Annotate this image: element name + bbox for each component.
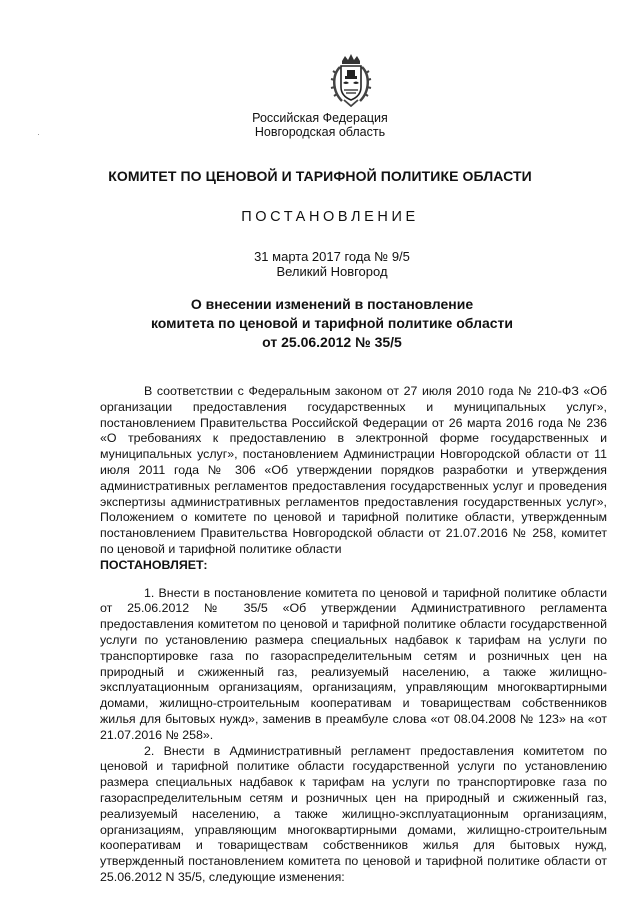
subject-line: от 25.06.2012 № 35/5 <box>262 334 402 350</box>
document-city: Великий Новгород <box>276 264 388 279</box>
document-body <box>100 384 607 886</box>
item-1-paragraph: 1. Внести в постановление комитета по ценовой и тарифной политике области от 25.06.2012 № 35/5 «Об утверждении Административного регламента предоставления комитетом по ценовой и тарифной политике области государственной услуги по установлению размера специальных надбавок к тарифам на услуги по транспортировке газа по газораспределительным сетям и розничных цен на природный и сжиженный газ, реализуемый населению, а также жилищно-эксплуатационным организациям, организациям, управляющим многоквартирными домами, жилищно-строительным кооперативам и товариществам собственников жилья для бытовых нужд», заменив в преамбуле слова «от 08.04.2008 № 123» на «от 21.07.2016 № 258». <box>100 585 607 742</box>
preamble-paragraph <box>100 384 607 574</box>
document-type: ПОСТАНОВЛЕНИЕ <box>241 209 419 225</box>
subject-line: О внесении изменений в постановление <box>190 296 474 312</box>
coat-of-arms-icon <box>328 53 374 107</box>
region-name: Новгородская область <box>254 125 386 139</box>
margin-mark: · <box>37 129 40 139</box>
country-name: Российская Федерация <box>252 111 388 125</box>
subject-line: комитета по ценовой и тарифной политике области <box>150 315 514 331</box>
preamble-text: В соответствии с Федеральным законом от 27 июля 2010 года № 210-ФЗ «Об организации предоставления государственных и муниципальных услуг», постановлением Правительства Российской Федерации от 26 марта 2016 года № 236 «О требованиях к предоставлению в электронной форме государственных и муниципальных услуг», постановлением Администрации Новгородской области от 11 июля 2011 года № 306 «Об утверждении порядков разработки и утверждения административных регламентов предоставления государственных услуг и проведения экспертизы административных регламентов предоставления государственных услуг», Положением о комитете по ценовой и тарифной политике области, утвержденным постановлением Правительства Новгородской области от 21.07.2016 № 258, комитет по ценовой и тарифной политике области <box>100 384 607 556</box>
committee-title: КОМИТЕТ ПО ЦЕНОВОЙ И ТАРИФНОЙ ПОЛИТИКЕ ОБЛАСТИ <box>108 168 532 184</box>
item-2-paragraph: 2. Внести в Административный регламент предоставления комитетом по ценовой и тарифной политике области государственной услуги по установлению размера специальных надбавок к тарифам на услуги по транспортировке газа по газораспределительным сетям и розничных цен на природный и сжиженный газ, реализуемый населению, а также жилищно-эксплуатационным организациям, организациям, управляющим многоквартирными домами, жилищно-строительным кооперативам и товариществам собственников жилья для бытовых нужд, утвержденный постановлением комитета по ценовой и тарифной политике области от 25.06.2012 N 35/5, следующие изменения: <box>100 743 607 884</box>
document-date-number: 31 марта 2017 года № 9/5 <box>254 249 410 264</box>
resolves-label: ПОСТАНОВЛЯЕТ: <box>100 557 208 572</box>
